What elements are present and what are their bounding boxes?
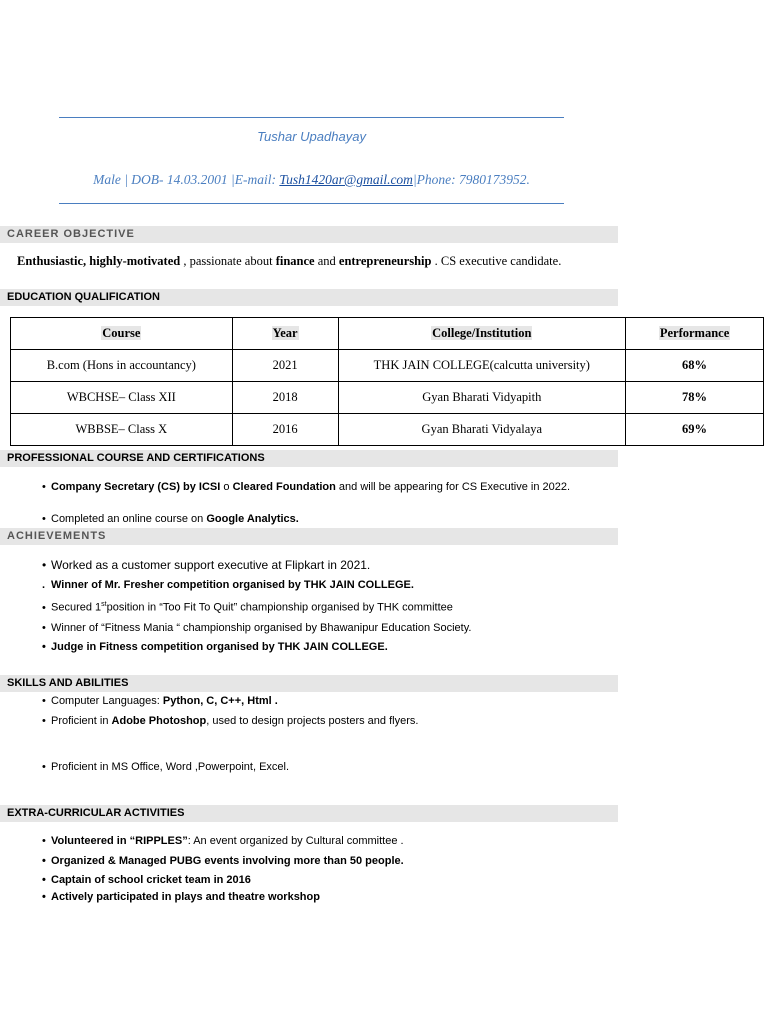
list-item: • Company Secretary (CS) by ICSI o Cleared Foundation and will be appearing for CS Executive in 2022. xyxy=(42,481,571,493)
performance-cell: 69% xyxy=(626,414,764,446)
table-row xyxy=(11,350,764,382)
list-item: • Volunteered in “RIPPLES”: An event organized by Cultural committee . xyxy=(42,835,404,847)
college-cell: Gyan Bharati Vidyalaya xyxy=(338,414,626,446)
year-cell: 2016 xyxy=(232,414,338,446)
bullet-icon: • xyxy=(42,715,46,727)
skills-heading: SKILLS AND ABILITIES xyxy=(0,675,618,692)
list-item: . Winner of Mr. Fresher competition organised by THK JAIN COLLEGE. xyxy=(42,579,414,591)
course-cell: B.com (Hons in accountancy) xyxy=(11,350,233,382)
bullet-icon: • xyxy=(42,481,46,493)
course-cell: WBBSE– Class X xyxy=(11,414,233,446)
bullet-icon: • xyxy=(42,874,46,886)
list-item: • Judge in Fitness competition organised by THK JAIN COLLEGE. xyxy=(42,641,388,653)
extracurricular-heading: EXTRA-CURRICULAR ACTIVITIES xyxy=(0,805,618,822)
bullet-icon: • xyxy=(42,695,46,707)
year-cell: 2021 xyxy=(232,350,338,382)
education-table xyxy=(10,317,764,446)
table-row xyxy=(11,414,764,446)
course-cell: WBCHSE– Class XII xyxy=(11,382,233,414)
list-item: • Computer Languages: Python, C, C++, Html . xyxy=(42,695,278,707)
education-heading: EDUCATION QUALIFICATION xyxy=(0,289,618,306)
candidate-name: Tushar Upadhayay xyxy=(257,129,366,144)
bullet-icon: • xyxy=(42,622,46,634)
bullet-icon: • xyxy=(42,761,46,773)
college-cell: Gyan Bharati Vidyapith xyxy=(338,382,626,414)
bullet-icon: • xyxy=(42,855,46,867)
list-item: • Secured 1stposition in “Too Fit To Quit” championship organised by THK committee xyxy=(42,601,453,614)
list-item: • Actively participated in plays and theatre workshop xyxy=(42,891,320,903)
performance-cell: 78% xyxy=(626,382,764,414)
career-objective-heading: CAREER OBJECTIVE xyxy=(0,226,618,243)
contact-prefix: Male | DOB- 14.03.2001 |E-mail: xyxy=(93,172,280,187)
contact-line xyxy=(59,172,564,188)
bullet-icon: . xyxy=(42,579,46,591)
bullet-icon: • xyxy=(42,891,46,903)
achievements-heading: ACHIEVEMENTS xyxy=(0,528,618,545)
performance-cell: 68% xyxy=(626,350,764,382)
list-item: • Proficient in Adobe Photoshop, used to design projects posters and flyers. xyxy=(42,715,419,727)
column-header-year: Year xyxy=(232,318,338,350)
contact-suffix: |Phone: 7980173952. xyxy=(412,172,530,187)
header-rule-top xyxy=(59,117,564,118)
list-item: • Worked as a customer support executive at Flipkart in 2021. xyxy=(42,558,371,572)
bullet-icon: • xyxy=(42,601,46,614)
list-item: • Organized & Managed PUBG events involving more than 50 people. xyxy=(42,855,404,867)
career-objective-text: Enthusiastic, highly-motivated , passionate about finance and entrepreneurship . CS executive candidate. xyxy=(17,254,562,268)
bullet-icon: • xyxy=(42,513,46,525)
list-item: • Proficient in MS Office, Word ,Powerpoint, Excel. xyxy=(42,761,290,773)
year-cell: 2018 xyxy=(232,382,338,414)
table-header-row xyxy=(11,318,764,350)
email-link[interactable]: Tush1420ar@gmail.com xyxy=(279,172,413,187)
column-header-college: College/Institution xyxy=(338,318,626,350)
column-header-course: Course xyxy=(11,318,233,350)
bullet-icon: • xyxy=(42,558,47,572)
bullet-icon: • xyxy=(42,641,46,653)
college-cell: THK JAIN COLLEGE(calcutta university) xyxy=(338,350,626,382)
column-header-performance: Performance xyxy=(626,318,764,350)
bullet-icon: • xyxy=(42,835,46,847)
header-rule-bottom xyxy=(59,203,564,204)
list-item: • Completed an online course on Google Analytics. xyxy=(42,513,299,525)
list-item: • Captain of school cricket team in 2016 xyxy=(42,874,251,886)
list-item: • Winner of “Fitness Mania “ championship organised by Bhawanipur Education Society. xyxy=(42,622,472,634)
professional-heading: PROFESSIONAL COURSE AND CERTIFICATIONS xyxy=(0,450,618,467)
table-row xyxy=(11,382,764,414)
